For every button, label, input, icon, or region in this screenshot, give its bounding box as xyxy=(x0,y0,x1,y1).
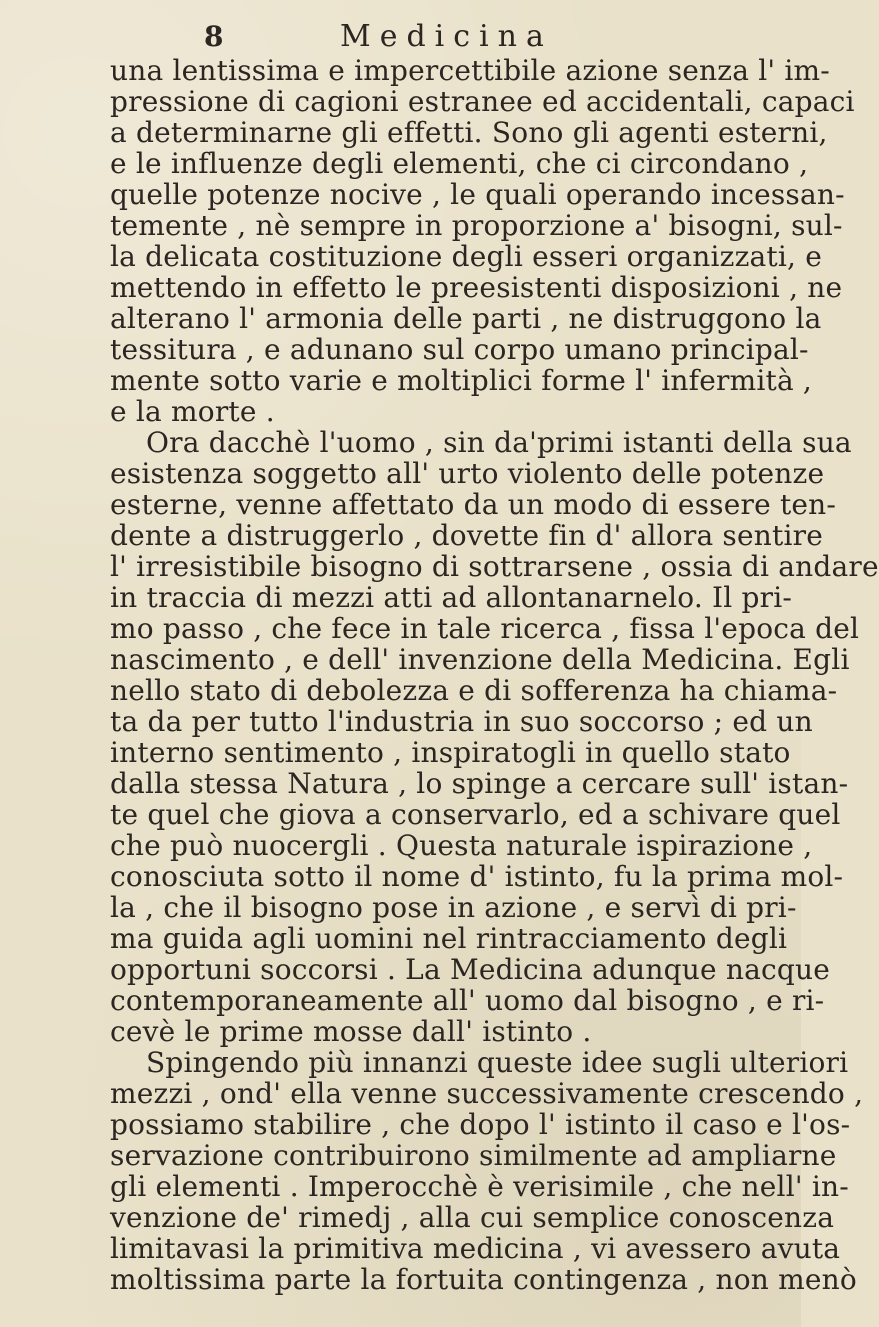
text-line: ma guida agli uomini nel rintracciamento degli xyxy=(110,922,788,955)
body-text xyxy=(110,54,879,1296)
text-line: l' irresistibile bisogno di sottrarsene , ossia di andare xyxy=(110,550,879,583)
text-line: esterne, venne affettato da un modo di essere ten- xyxy=(110,488,837,521)
text-line: moltissima parte la fortuita contingenza , non menò xyxy=(110,1263,857,1296)
page-number: 8 xyxy=(204,20,224,53)
text-line: e la morte . xyxy=(110,395,275,428)
text-line: mente sotto varie e moltiplici forme l' infermità , xyxy=(110,364,813,397)
text-line: interno sentimento , inspiratogli in quello stato xyxy=(110,736,791,769)
text-line: e le influenze degli elementi, che ci circondano , xyxy=(110,147,809,180)
text-line: servazione contribuirono similmente ad ampliarne xyxy=(110,1139,837,1172)
book-page xyxy=(78,0,879,1327)
text-line: nello stato di debolezza e di sofferenza ha chiama- xyxy=(110,674,838,707)
text-line: dalla stessa Natura , lo spinge a cercare sull' istan- xyxy=(110,767,849,800)
text-line: esistenza soggetto all' urto violento delle potenze xyxy=(110,457,825,490)
text-line: possiamo stabilire , che dopo l' istinto il caso e l'os- xyxy=(110,1108,851,1141)
paragraph-start-line: Ora dacchè l'uomo , sin da'primi istanti della sua xyxy=(146,426,852,459)
text-line: a determinarne gli effetti. Sono gli agenti esterni, xyxy=(110,116,828,149)
text-line: pressione di cagioni estranee ed accidentali, capaci xyxy=(110,85,855,118)
running-head xyxy=(78,16,768,56)
text-line: la , che il bisogno pose in azione , e servì di pri- xyxy=(110,891,797,924)
text-line: temente , nè sempre in proporzione a' bisogni, sul- xyxy=(110,209,843,242)
text-line: ta da per tutto l'industria in suo soccorso ; ed un xyxy=(110,705,813,738)
text-line: mettendo in effetto le preesistenti disposizioni , ne xyxy=(110,271,843,304)
text-line: conosciuta sotto il nome d' istinto, fu la prima mol- xyxy=(110,860,844,893)
paragraph-start-line: Spingendo più innanzi queste idee sugli ulteriori xyxy=(146,1046,849,1079)
text-line: che può nuocergli . Questa naturale ispirazione , xyxy=(110,829,813,862)
text-line: in traccia di mezzi atti ad allontanarnelo. Il pri- xyxy=(110,581,793,614)
text-line: la delicata costituzione degli esseri organizzati, e xyxy=(110,240,823,273)
text-line: opportuni soccorsi . La Medicina adunque nacque xyxy=(110,953,830,986)
text-line: gli elementi . Imperocchè è verisimile , che nell' in- xyxy=(110,1170,849,1203)
text-line: nascimento , e dell' invenzione della Medicina. Egli xyxy=(110,643,850,676)
text-line: una lentissima e impercettibile azione senza l' im- xyxy=(110,54,830,87)
running-title: Medicina xyxy=(340,19,553,54)
text-line: cevè le prime mosse dall' istinto . xyxy=(110,1015,592,1048)
text-line: tessitura , e adunano sul corpo umano principal- xyxy=(110,333,809,366)
text-line: venzione de' rimedj , alla cui semplice conoscenza xyxy=(110,1201,835,1234)
text-line: contemporaneamente all' uomo dal bisogno , e ri- xyxy=(110,984,825,1017)
text-line: mezzi , ond' ella venne successivamente crescendo , xyxy=(110,1077,864,1110)
text-line: alterano l' armonia delle parti , ne distruggono la xyxy=(110,302,822,335)
text-line: limitavasi la primitiva medicina , vi avessero avuta xyxy=(110,1232,841,1265)
text-line: mo passo , che fece in tale ricerca , fissa l'epoca del xyxy=(110,612,860,645)
text-line: quelle potenze nocive , le quali operando incessan- xyxy=(110,178,845,211)
text-line: dente a distruggerlo , dovette fin d' allora sentire xyxy=(110,519,823,552)
text-line: te quel che giova a conservarlo, ed a schivare quel xyxy=(110,798,841,831)
